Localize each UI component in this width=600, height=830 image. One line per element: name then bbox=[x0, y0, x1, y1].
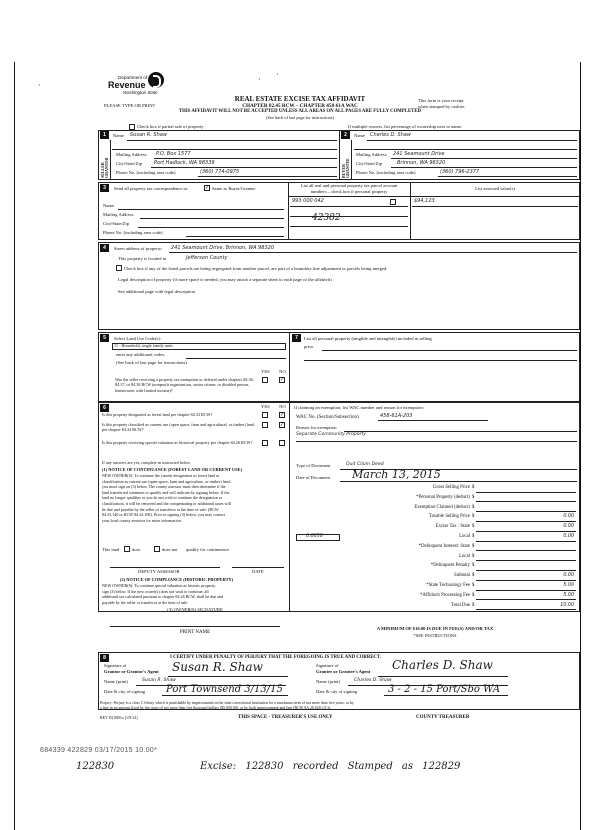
grantee-sig-label-2: Grantee or Grantee's Agent bbox=[316, 669, 371, 674]
notice-line: land no longer qualifies or you do not wish to continue the designation or bbox=[102, 495, 223, 501]
tax-line-dollar: $ bbox=[472, 573, 475, 579]
grantor-date-city-label: Date & city of signing bbox=[104, 689, 146, 694]
tax-line-rule bbox=[476, 599, 576, 600]
tax-line-label: Local bbox=[459, 553, 470, 559]
seller-side-divider bbox=[110, 140, 111, 180]
section-3-number: 3 bbox=[100, 184, 109, 192]
historic-question: Is this property receiving special valuation as historical property per chapter 84.26 RCW? bbox=[102, 440, 253, 445]
does-not-checkbox[interactable] bbox=[154, 546, 160, 552]
tax-line-label: Subtotal bbox=[454, 573, 470, 579]
notice-line: NEW OWNER(S): To continue the current designation as forest land or bbox=[102, 473, 220, 478]
does-label: does bbox=[132, 547, 141, 552]
tax-line-label: Gross Selling Price bbox=[432, 485, 470, 490]
tax-line-rule bbox=[476, 531, 576, 532]
notice-line: payable by the seller or transferor at the time of sale. bbox=[102, 599, 189, 605]
street-address-value[interactable]: 241 Seamount Drive, Brinnon, WA 98320 bbox=[171, 245, 275, 251]
form-chapter: CHAPTER 82.45 RCW – CHAPTER 458-61A WAC bbox=[242, 103, 358, 109]
segregated-label: Check box if any of the listed parcels are being segregated from another parcel, are part of a boundary line adjustment or parcels being merged. bbox=[124, 266, 388, 271]
qualify-label: qualify for continuance. bbox=[186, 547, 231, 552]
wac-value[interactable]: 458-61A-203 bbox=[380, 413, 413, 419]
tax-line-label: *Personal Property (deduct) bbox=[416, 494, 470, 500]
grantee-signature[interactable]: Charles D. Shaw bbox=[392, 658, 493, 672]
corr-city-label: City/State/Zip bbox=[103, 221, 130, 226]
section-4-number: 4 bbox=[100, 244, 109, 252]
notice-line: land transferred continues to qualify and will indicate by signing below. If the bbox=[102, 489, 230, 495]
buyer-phone-label: Phone No. (including area code) bbox=[356, 170, 416, 175]
tax-line-label: *Delinquent Penalty bbox=[430, 563, 470, 569]
see-additional-label: See additional page with legal description. bbox=[118, 289, 197, 294]
doc-type-label: Type of Document bbox=[296, 463, 331, 468]
legal-description-label: Legal description of property (if more space is needed, you may attach a separate sheet to each page of the affidavit) bbox=[118, 277, 332, 282]
corr-phone-label: Phone No. (including area code) bbox=[103, 230, 163, 235]
tax-line-dollar: $ bbox=[472, 494, 475, 500]
deputy-assessor-label: DEPUTY ASSESSOR bbox=[138, 569, 180, 574]
left-border bbox=[14, 62, 15, 830]
land-use-value: 11 - Household, single family units bbox=[114, 343, 173, 348]
doc-type-value[interactable]: Quit Claim Deed bbox=[346, 462, 384, 467]
forest-yes-checkbox[interactable] bbox=[262, 412, 268, 418]
grantee-sig-label-1: Signature of bbox=[316, 663, 339, 668]
minimum-due-line1: A MINIMUM OF $10.00 IS DUE IN FEE(S) AND/OR TAX bbox=[376, 626, 494, 631]
wac-label: WAC No. (Section/Subsection) bbox=[296, 415, 359, 420]
located-in-value[interactable]: Jefferson County bbox=[186, 255, 228, 261]
sec6-no-label: NO bbox=[279, 404, 286, 409]
seller-phone-value[interactable]: (360) 774-0975 bbox=[200, 169, 240, 175]
tax-line-dollar: $ bbox=[472, 524, 475, 530]
grantor-date-city-value[interactable]: Port Townsend 3/13/15 bbox=[166, 684, 283, 695]
corr-name-label: Name bbox=[103, 203, 114, 208]
personal-property-checkbox[interactable] bbox=[390, 199, 396, 205]
please-type: PLEASE TYPE OR PRINT bbox=[104, 103, 156, 108]
parcel-header-1: List all real and personal property tax parcel account bbox=[300, 183, 398, 188]
buyer-phone-value[interactable]: (360) 796-2377 bbox=[440, 169, 480, 175]
tax-line-dollar: $ bbox=[472, 592, 475, 598]
sec5-yes-label: YES bbox=[261, 369, 270, 374]
corr-mailing-label: Mailing Address bbox=[103, 212, 134, 217]
buyer-city-label: City/State/Zip bbox=[356, 161, 383, 166]
assessed-header: List assessed value(s) bbox=[475, 186, 515, 191]
notice-line: additional tax calculated pursuant to chapter 84.26 RCW, shall be due and bbox=[102, 594, 224, 600]
receipt-stamp: 684339 422829 03/17/2015 10.00* bbox=[40, 747, 158, 754]
forest-no-checkbox[interactable]: ✓ bbox=[280, 413, 285, 418]
tax-line-rule bbox=[476, 521, 576, 522]
tax-line-label: Total Due bbox=[451, 602, 470, 608]
tax-line-rule bbox=[476, 560, 576, 561]
rev-number: REV 84 0001a (1/9/14) bbox=[100, 715, 138, 720]
dor-logo-icon bbox=[148, 72, 164, 88]
tax-line-label: *Affidavit Processing Fee bbox=[419, 592, 470, 598]
tax-line-rule bbox=[476, 550, 576, 551]
current-use-yes-checkbox[interactable] bbox=[262, 422, 268, 428]
buyer-city-value[interactable]: Brinnon, WA 98320 bbox=[397, 160, 446, 166]
personal-property-label: List all personal property (tangible and intangible) included in selling bbox=[304, 336, 432, 341]
notice-line: sign (3) below. If the new owner(s) does not wish to continue, all bbox=[102, 588, 209, 594]
street-address-label: Street address of property: bbox=[114, 246, 163, 251]
tax-line-value[interactable]: 0.00 bbox=[563, 524, 574, 530]
assessor-date-label: DATE bbox=[252, 569, 264, 574]
logo-line3: Washington State bbox=[123, 90, 158, 95]
grantee-print-label: Name (print) bbox=[316, 679, 340, 684]
grantor-signature[interactable]: Susan R. Shaw bbox=[172, 660, 263, 674]
tax-line-dollar: $ bbox=[472, 583, 475, 588]
tax-line-rule bbox=[476, 511, 576, 512]
doc-date-value[interactable]: March 13, 2015 bbox=[352, 468, 441, 481]
tax-line-rule bbox=[476, 570, 576, 571]
section-6-number: 6 bbox=[100, 404, 109, 412]
doc-date-label: Date of Document bbox=[296, 475, 330, 480]
notice2-title: (2) NOTICE OF COMPLIANCE (HISTORIC PROPERTY) bbox=[120, 577, 234, 582]
tax-line-value[interactable]: 0.00 bbox=[563, 573, 574, 579]
tax-line-dollar: $ bbox=[472, 563, 475, 569]
same-as-buyer-label: Same as Buyer/Grantee bbox=[212, 186, 256, 191]
additional-codes-label: enter any additional codes: bbox=[116, 352, 166, 357]
does-checkbox[interactable] bbox=[124, 546, 130, 552]
right-border bbox=[580, 62, 581, 830]
tax-line-dollar: $ bbox=[472, 485, 475, 490]
exemption-question: Was the seller receiving a property tax exemption or deferral under chapters 84.36, 84.37, or 84.38 RCW (nonprofit organization, senior citizen, or disabled person, homeowner with limited income)? bbox=[115, 377, 254, 393]
buyer-name-value[interactable]: Charles D. Shaw bbox=[370, 132, 411, 138]
tax-line-dollar: $ bbox=[472, 504, 475, 510]
tax-line-rule bbox=[476, 501, 576, 502]
personal-property-price: price. bbox=[304, 344, 315, 349]
forest-question: Is this property designated as forest land per chapter 84.33 RCW? bbox=[102, 412, 213, 417]
parcel-header-2: numbers – check box if personal property bbox=[310, 189, 388, 194]
historic-no-checkbox[interactable] bbox=[279, 440, 285, 446]
perjury-line1: Perjury: Perjury is a class C felony which is punishable by imprisonment in the state correctional institution for a maximum term of not more than five years, or by bbox=[100, 701, 354, 705]
perjury-line2: a fine in an amount fixed by the court of not more than five thousand dollars ($5,000.00), or by both imprisonment and fine (RCW 9A.20.020 (1C)). bbox=[100, 706, 332, 710]
buyer-name-label: Name bbox=[354, 133, 365, 138]
claiming-exemption-label: If claiming an exemption, list WAC number and reason for exemption: bbox=[294, 405, 424, 410]
tax-line-value[interactable]: 5.00 bbox=[563, 592, 574, 598]
stray-mark: · bbox=[276, 70, 279, 79]
receipt-note-2: when stamped by cashier. bbox=[418, 104, 466, 109]
form-warning: THIS AFFIDAVIT WILL NOT BE ACCEPTED UNLESS ALL AREAS ON ALL PAGES ARE FULLY COMPLETED bbox=[178, 109, 422, 114]
notice-line: you must sign on (3) below. The county assessor must then determine if the bbox=[102, 484, 226, 490]
tax-line-label: Local bbox=[459, 534, 470, 539]
tax-line-value[interactable]: 10.00 bbox=[560, 602, 574, 608]
multiple-owners-label: If multiple owners, list percentage of ownership next to name. bbox=[348, 124, 463, 129]
located-in-label: This property is located in bbox=[118, 256, 167, 261]
logo-line2: Revenue bbox=[108, 80, 146, 90]
grantor-print-value[interactable]: Susan R. Shaw bbox=[142, 678, 176, 683]
sec6-yes-label: YES bbox=[261, 404, 270, 409]
grantor-print-label: Name (print) bbox=[104, 679, 128, 684]
send-correspondence-label: Send all property tax correspondence to: bbox=[114, 186, 189, 191]
seller-name-label: Name bbox=[113, 133, 124, 138]
section-2-number: 2 bbox=[341, 131, 350, 139]
tax-line-rule bbox=[476, 492, 576, 493]
handwritten-excise-note: Excise: 122830 recorded Stamped as 122829 bbox=[200, 761, 461, 772]
tax-line-rule bbox=[476, 590, 576, 591]
certify-statement: I CERTIFY UNDER PENALTY OF PERJURY THAT THE FOREGOING IS TRUE AND CORRECT. bbox=[170, 655, 382, 660]
receipt-note-1: This form is your receipt bbox=[418, 98, 464, 103]
tax-line-value[interactable]: 0.00 bbox=[563, 534, 574, 539]
exemption-no-checkbox[interactable]: ✓ bbox=[280, 378, 285, 383]
tax-line-label: Exemption Claimed (deduct) bbox=[414, 504, 470, 510]
county-treasurer-label: COUNTY TREASURER bbox=[416, 715, 470, 720]
seller-mailing-label: Mailing Address bbox=[116, 152, 147, 157]
section-5-number: 5 bbox=[100, 334, 109, 342]
this-land-label: This land bbox=[102, 547, 120, 552]
notice-line: your local county assessor for more information. bbox=[102, 517, 182, 523]
grantee-date-city-value[interactable]: 3 - 2 - 15 Port/Sbo WA bbox=[388, 684, 501, 695]
tax-line-rule bbox=[476, 609, 576, 610]
tax-line-dollar: $ bbox=[472, 602, 475, 608]
sec5-no-label: NO bbox=[279, 369, 286, 374]
tax-line-dollar: $ bbox=[472, 514, 475, 520]
grantee-date-city-label: Date & city of signing bbox=[316, 689, 358, 694]
seller-city-value[interactable]: Port Hadlock, WA 98339 bbox=[154, 160, 215, 166]
historic-yes-checkbox[interactable] bbox=[262, 440, 268, 446]
stray-mark: · bbox=[38, 81, 41, 90]
minimum-due-line2: *SEE INSTRUCTIONS bbox=[413, 633, 457, 638]
owner-signature-label: (3) OWNER(S) SIGNATURE bbox=[167, 607, 223, 612]
land-use-select-label: Select Land Use Code(s): bbox=[114, 336, 162, 341]
assessed-value[interactable]: $94,123 bbox=[414, 198, 435, 204]
seller-city-label: City/State/Zip bbox=[116, 161, 143, 166]
form-see-back: (See back of last page for instructions) bbox=[266, 115, 334, 120]
reason-value[interactable]: Separate Community Property bbox=[296, 432, 366, 437]
grantor-sig-label-2: Grantor or Grantor's Agent bbox=[104, 669, 159, 674]
treasurer-use-label: THIS SPACE - TREASURER'S USE ONLY bbox=[238, 715, 333, 720]
tax-line-dollar: $ bbox=[472, 553, 475, 559]
current-use-no-checkbox[interactable]: ✓ bbox=[280, 423, 285, 428]
tax-line-label: Excise Tax : State bbox=[435, 524, 470, 530]
tax-line-label: Taxable Selling Price bbox=[429, 514, 470, 520]
section-7-number: 7 bbox=[292, 334, 301, 342]
local-rate-value: 0.0050 bbox=[306, 534, 323, 539]
land-use-see-back: (See back of last page for instructions) bbox=[116, 360, 187, 365]
exemption-yes-checkbox[interactable] bbox=[262, 377, 268, 383]
section-1-number: 1 bbox=[100, 131, 109, 139]
current-use-question: Is this property classified as current use (open space, farm and agricultural, or timber) land per chapter 84.34 RCW? bbox=[102, 422, 254, 433]
does-not-label: does not bbox=[162, 547, 178, 552]
grantor-sig-label-1: Signature of bbox=[104, 663, 127, 668]
tax-line-label: *State Technology Fee bbox=[426, 583, 470, 588]
partial-sale-label: Check box if partial sale of property bbox=[137, 124, 204, 129]
segregated-checkbox[interactable] bbox=[116, 265, 122, 271]
notice-line: 84.33.140 or RCW 84.34.108). Prior to signing (3) below, you may contact bbox=[102, 512, 226, 518]
seller-name-value[interactable]: Susan R. Shaw bbox=[130, 132, 167, 138]
logo-line1: Department of bbox=[118, 75, 148, 80]
notice-line: NEW OWNER(S): To continue special valuation as historic property, bbox=[102, 583, 216, 588]
tax-line-rule bbox=[476, 541, 576, 542]
tax-line-value[interactable]: 5.00 bbox=[563, 583, 574, 588]
seller-side-label: SELLER GRANTOR bbox=[100, 157, 109, 178]
notice-line: classification, it will be removed and the compensating or additional taxes will bbox=[102, 501, 231, 506]
tax-line-label: *Delinquent Interest: State bbox=[418, 543, 470, 549]
stray-mark: · bbox=[258, 75, 261, 84]
property-box bbox=[98, 242, 580, 330]
buyer-side-label: BUYER GRANTEE bbox=[341, 158, 350, 178]
notice-line: be due and payable by the seller or transferor at the time of sale. (RCW bbox=[102, 506, 219, 512]
print-name-label: PRINT NAME bbox=[179, 630, 211, 635]
seller-phone-label: Phone No. (including area code) bbox=[116, 170, 176, 175]
seller-mailing-value[interactable]: P.O. Box 1577 bbox=[156, 151, 191, 157]
tax-line-value[interactable]: 0.00 bbox=[563, 514, 574, 520]
if-yes-label: If any answers are yes, complete as instructed below. bbox=[102, 460, 191, 465]
form-title: REAL ESTATE EXCISE TAX AFFIDAVIT bbox=[234, 95, 366, 103]
handwritten-receipt-number: 122830 bbox=[76, 761, 115, 772]
grantee-print-value[interactable]: Charles D. Shaw bbox=[354, 678, 392, 683]
buyer-mailing-label: Mailing Address bbox=[356, 152, 387, 157]
handwritten-number: 42382 bbox=[312, 213, 341, 223]
same-as-buyer-checkbox[interactable]: ✓ bbox=[205, 186, 210, 191]
reason-label: Reason for exemption bbox=[296, 425, 337, 430]
section-8-number: 8 bbox=[100, 654, 109, 662]
tax-line-dollar: $ bbox=[472, 543, 475, 549]
buyer-mailing-value[interactable]: 241 Seamount Drive bbox=[393, 151, 445, 157]
tax-line-rule bbox=[476, 580, 576, 581]
parties-divider bbox=[339, 130, 340, 180]
parcel-number-value[interactable]: 993 000 042 bbox=[292, 198, 324, 204]
tax-line-dollar: $ bbox=[472, 534, 475, 539]
notice1-title: (1) NOTICE OF CONTINUANCE (FOREST LAND OR CURRENT USE) bbox=[102, 467, 242, 472]
notice-line: classification as current use (open space, farm and agriculture, or timber) land, bbox=[102, 478, 231, 484]
